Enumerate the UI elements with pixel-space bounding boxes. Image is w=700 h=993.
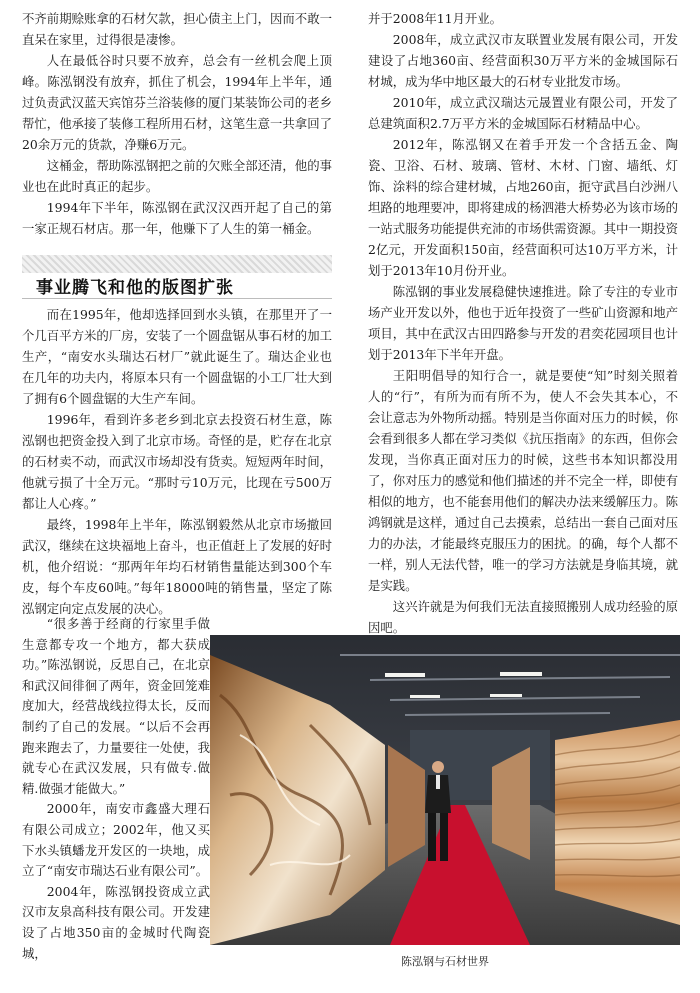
paragraph: 这桶金，帮助陈泓钢把之前的欠账全部还清，他的事业也在此时真正的起步。 [22,158,332,194]
photo-illustration [210,635,680,945]
paragraph: 2012年，陈泓钢又在着手开发一个含括五金、陶瓷、卫浴、石材、玻璃、管材、木材、门窗、墙纸、灯饰、涂料的综合建材城，占地260亩，扼守武昌白沙洲八坦路的地理要冲，即将建成的杨泗港大桥势必为该市场的一站式服务功能提供充沛的市场供需资源。其中一期投资2亿元，开发面积150亩，经营面积可达10万平方米，计划于2013年10月份开业。 [368,137,678,278]
section-heading-decoration [22,255,332,273]
paragraph: 2000年，南安市鑫盛大理石有限公司成立；2002年，他又买下水头镇蟠龙开发区的一块地，成立了“南安市瑞达石业有限公司”。 [22,801,210,879]
right-column [368,8,678,638]
paragraph: 人在最低谷时只要不放弃，总会有一丝机会爬上顶峰。陈泓钢没有放弃，抓住了机会，1994年上半年，通过负责武汉蓝天宾馆芬兰浴装修的厦门某装饰公司的老乡帮忙，他承接了装修工程所用石材，这笔生意一共拿回了20余万元的货款，净赚6万元。 [22,53,332,152]
wrap-column [22,614,210,964]
paragraph: 这兴许就是为何我们无法直接照搬别人成功经验的原因吧。 [368,599,678,635]
paragraph: “很多善于经商的行家里手做生意都专攻一个地方，都大获成功。”陈泓钢说，反思自己，在北京和武汉间徘徊了两年，资金回笼难度加大，经营战线拉得太长，反而制约了自己的发展。“以后不会再跑来跑去了，力量要往一处使，我就专心在武汉发展，只有做专.做精.做强才能做大。” [22,616,210,796]
photo-caption: 陈泓钢与石材世界 [401,955,489,968]
paragraph: 1996年，看到许多老乡到北京去投资石材生意，陈泓钢也把资金投入到了北京市场。奇怪的是，贮存在北京的石材卖不动，而武汉市场却没有货卖。短短两年时间，他就亏损了十全万元。“那时亏10万元，比现在亏500万都让人心疼。” [22,412,332,511]
paragraph: 并于2008年11月开业。 [368,11,503,26]
section-heading [22,255,332,301]
stone-gallery-photo [210,635,680,945]
paragraph: 2008年，成立武汉市友联置业发展有限公司，开发建设了占地360亩、经营面积30万平方米的金城国际石材城，成为华中地区最大的石材专业批发市场。 [368,32,678,89]
section-rule [22,298,332,299]
paragraph: 陈泓钢的事业发展稳健快速推进。除了专注的专业市场产业开发以外，他也于近年投资了一些矿山资源和地产项目，其中在武汉古田四路参与开发的君奕花园项目也计划于2013年下半年开盘。 [368,284,678,362]
left-column-2 [22,304,332,619]
paragraph: 1994年下半年，陈泓钢在武汉汉西开起了自己的第一家正规石材店。那一年，他赚下了人生的第一桶金。 [22,200,332,236]
paragraph: 而在1995年，他却选择回到水头镇，在那里开了一个几百平方米的厂房，安装了一个圆盘锯从事石材的加工生产，“南安水头瑞达石材厂”就此诞生了。瑞达企业也在几年的功夫内，将原本只有一个圆盘锯的小工厂壮大到了拥有6个圆盘锯的大生产车间。 [22,307,332,406]
paragraph: 不齐前期赊账拿的石材欠款，担心债主上门，因而不敢一直呆在家里，过得很是凄惨。 [22,11,332,47]
paragraph: 2004年，陈泓钢投资成立武汉市友泉高科技有限公司。开发建设了占地350亩的金城时代陶瓷城， [22,883,210,961]
marble-slab-right [555,720,680,925]
left-column [22,8,332,239]
paragraph: 最终，1998年上半年，陈泓钢毅然从北京市场撤回武汉，继续在这块福地上奋斗，也正值赶上了发展的好时机，他介绍说：“那两年年均石材销售量能达到300个车皮，每个车皮60吨。”每年18000吨的销售量，坚定了陈泓钢定向定点发展的决心。 [22,517,332,616]
paragraph: 2010年，成立武汉瑞达元晟置业有限公司，开发了总建筑面积2.7万平方米的金城国际石材精品中心。 [368,95,678,131]
section-title: 事业腾飞和他的版图扩张 [36,278,234,298]
paragraph: 王阳明倡导的知行合一，就是要使“知”时刻关照着人的“行”，有所为而有所不为，使人不会失其本心，不会让意志为外物所动摇。特别是当你面对压力的时候，你会看到很多人都在学习类似《抗压指南》的东西，但你会发现，当你真正面对压力的时候，这些书本知识都没用了，你对压力的感觉和他们描述的并不完全一样，即使有相似的地方，也不能套用他们的解决办法来缓解压力。陈鸿钢就是这样，通过自己去摸索，总结出一套自己面对压力的办法，才能最终克服压力的困扰。的确，每个人都不一样，别人无法代替，唯一的学习方法就是身临其境，就是实践。 [368,368,678,593]
